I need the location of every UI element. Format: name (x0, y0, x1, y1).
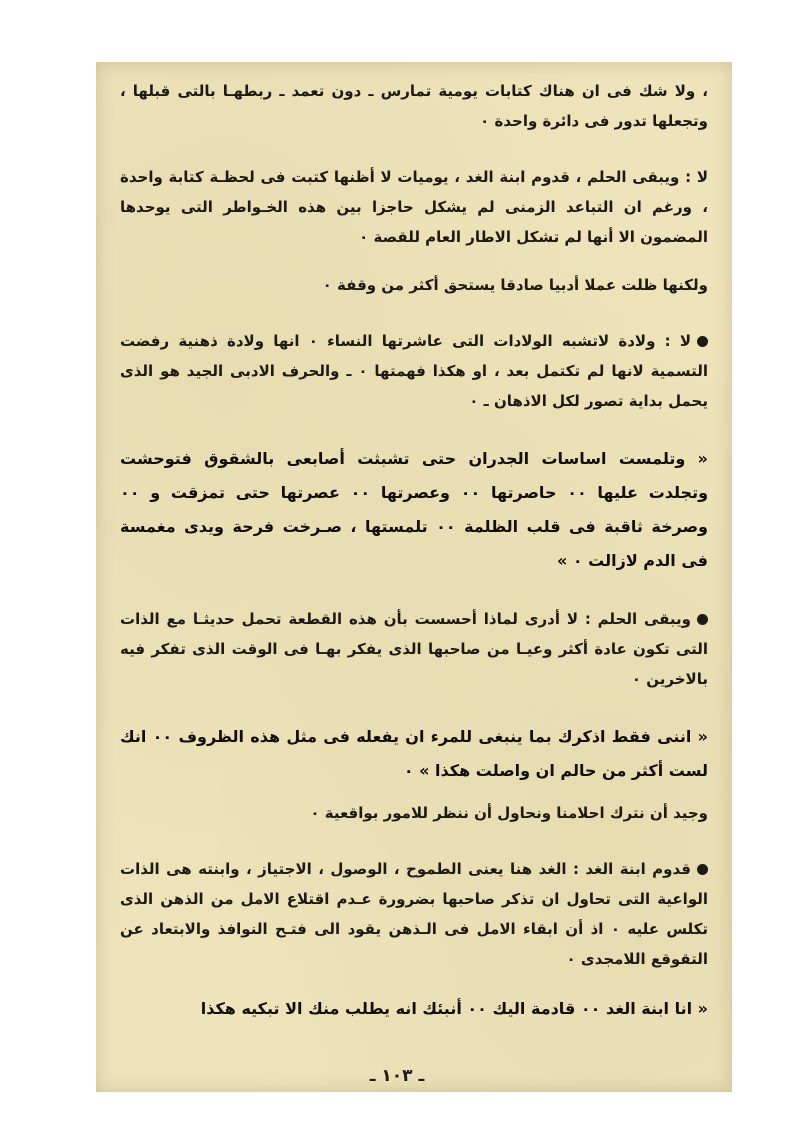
paragraph-7-text: قدوم ابنة الغد : الغد هنا يعنى الطموح ، الوصول ، الاجتياز ، وابنته هى الذات الواعية التى تحاول ان تذكر صاحبها بضرورة عـدم اقتلاع الامل من الذهن الذى تكلس عليه ٠ اذ أن ابقاء الامل فى الـذهن يقود الى فتـح النوافذ والابتعاد عن التقوقع اللامجدى ٠ (120, 860, 709, 968)
bullet-icon (697, 614, 708, 625)
quote-1: « وتلمست اساسات الجدران حتى تشبثت أصابعى بالشقوق فتوحشت وتجلدت عليها ٠٠ حاصرتها ٠٠ وعصرتها ٠٠ عصرتها حتى تمزقت و ٠٠ وصرخة ثاقبة فى قلب الظلمة ٠٠ تلمستها ، صـرخت فرحة ويدى مغمسة فى الدم لازالت ٠ » (120, 449, 709, 570)
quote-2: « اننى فقط اذكرك بما ينبغى للمرء ان يفعله فى مثل هذه الظروف ٠٠ انك لست أكثر من حالم ان واصلت هكذا » ٠ (120, 727, 708, 780)
paragraph-4 (120, 326, 708, 416)
bullet-icon (697, 864, 708, 875)
paragraph-1: ، ولا شك فى ان هناك كتابات يومية تمارس ـ دون تعمد ـ ربطهـا بالتى قبلها ، وتجعلها تدور فى دائرة واحدة ٠ (120, 82, 708, 130)
bullet-icon (697, 336, 708, 347)
paragraph-5-text: ويبقى الحلم : لا أدرى لماذا أحسست بأن هذه القطعة تحمل حديثـا مع الذات التى تكون عادة أكثر وعيـا من صاحبها الذى يفكر بهـا فى الوقت الذى تفكر فيه بالاخرين ٠ (120, 610, 708, 688)
paragraph-7 (120, 854, 708, 974)
paragraph-3: ولكنها ظلت عملا أدبيا صادقا يستحق أكثر من وقفة ٠ (322, 276, 708, 294)
paragraph-6: وجيد أن نترك احلامنا ونحاول أن ننظر للامور بواقعية ٠ (310, 804, 708, 822)
paragraph-2: لا : ويبقى الحلم ، قدوم ابنة الغد ، يوميات لا أظنها كتبت فى لحظـة كتابة واحدة ، ورغم ان التباعد الزمنى لم يشكل حاجزا بين هذه الخـواطر التى يوحدها المضمون الا أنها لم تشكل الاطار العام للقصة ٠ (120, 168, 708, 246)
text-column (120, 76, 708, 1026)
quote-3: « انا ابنة الغد ٠٠ قادمة اليك ٠٠ أنبئك انه يطلب منك الا تبكيه هكذا (200, 999, 708, 1018)
paragraph-5 (120, 604, 708, 694)
paragraph-4-text: لا : ولادة لاتشبه الولادات التى عاشرتها النساء ٠ انها ولادة ذهنية رفضت التسمية لانها لم تكتمل بعد ، او هكذا فهمتها ٠ ـ والحرف الادبى الجيد هو الذى يحمل بداية تصور لكل الاذهان ـ ٠ (120, 332, 709, 410)
page-number: ـ ١٠٣ ـ (369, 1066, 425, 1086)
